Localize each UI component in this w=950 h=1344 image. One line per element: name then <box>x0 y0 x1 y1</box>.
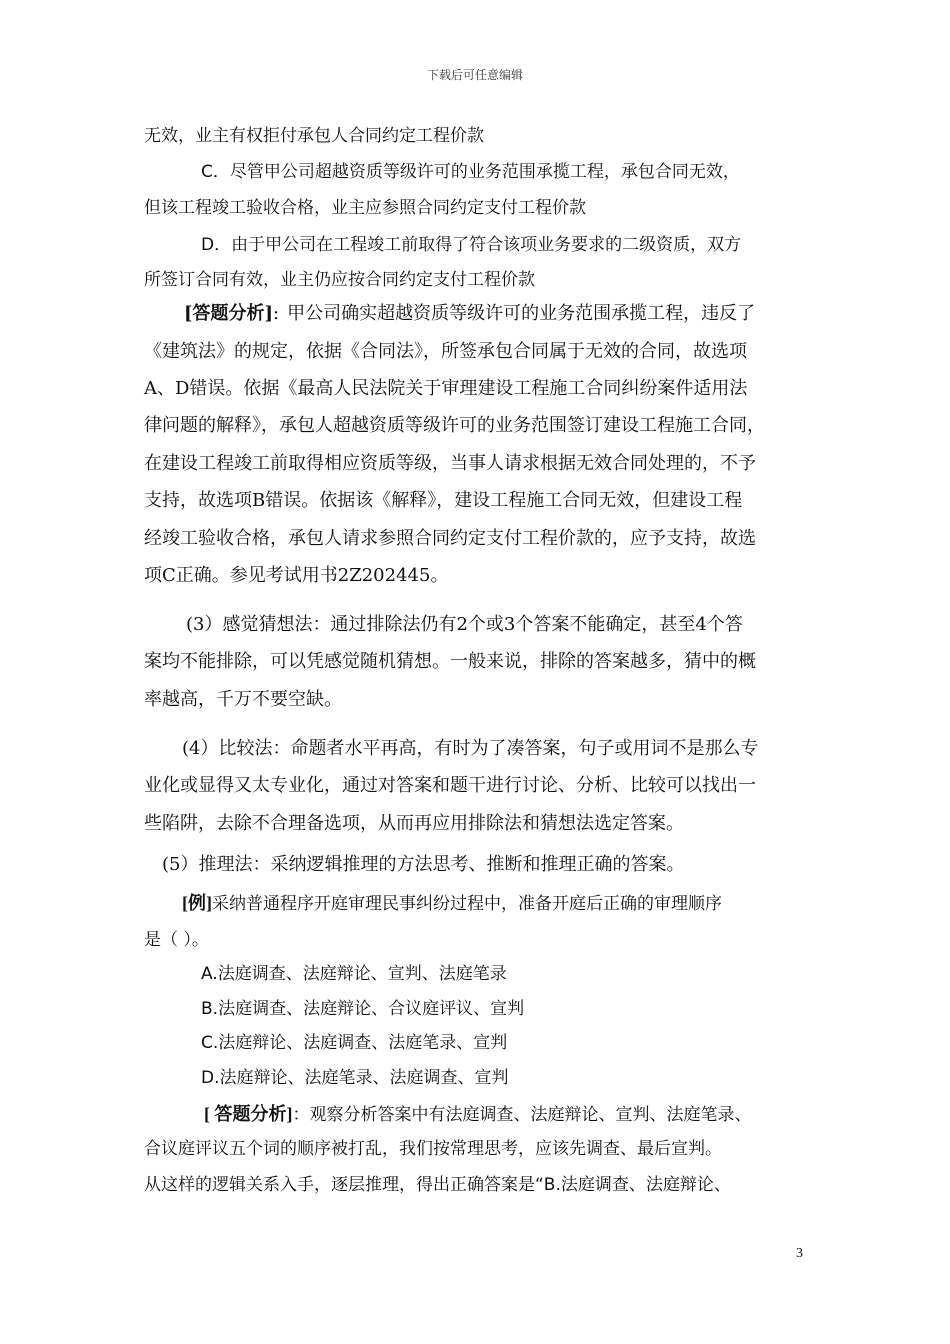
page-number: 3 <box>796 1246 803 1261</box>
text-line: 律问题的解释》，承包人超越资质等级许可的业务范围签订建设工程施工合同， <box>144 415 765 436</box>
page-header: 下载后可任意编辑 <box>426 68 523 82</box>
text-line: 是（ ）。 <box>144 930 209 950</box>
option-d-line: D．由于甲公司在工程竣工前取得了符合该项业务要求的二级资质，双方 <box>201 235 742 255</box>
analysis2-text: ：观察分析答案中有法庭调查、法庭辩论、宣判、法庭笔录、 <box>292 1105 752 1125</box>
text-line: 率越高，千万不要空缺。 <box>144 689 342 710</box>
analysis-label: [答题分析] <box>184 303 274 324</box>
method-3-line: (3）感觉猜想法：通过排除法仍有2个或3个答案不能确定，甚至4个答 <box>186 614 743 635</box>
example-text: 采纳普通程序开庭审理民事纠纷过程中，准备开庭后正确的审理顺序 <box>212 894 722 914</box>
option-d: D.法庭辩论、法庭笔录、法庭调查、宣判 <box>201 1068 509 1088</box>
analysis2-label: [ 答题分析] <box>204 1104 293 1124</box>
analysis2-line <box>204 1102 752 1127</box>
analysis-colon: : <box>273 303 280 324</box>
method-5-line: (5）推理法：采纳逻辑推理的方法思考、推断和推理正确的答案。 <box>162 854 685 875</box>
text-line: 项C正确。参见考试用书2Z202445。 <box>144 565 449 586</box>
text-line: 案均不能排除，可以凭感觉随机猜想。一般来说，排除的答案越多，猜中的概 <box>144 651 756 672</box>
text-line: 在建设工程竣工前取得相应资质等级，当事人请求根据无效合同处理的，不予 <box>144 453 756 474</box>
text-line: 经竣工验收合格，承包人请求参照合同约定支付工程价款的，应予支持，故选 <box>144 528 756 549</box>
option-c-line: C．尽管甲公司超越资质等级许可的业务范围承揽工程，承包合同无效， <box>201 162 740 182</box>
analysis-text: 甲公司确实超越资质等级许可的业务范围承揽工程，违反了 <box>287 303 756 324</box>
option-b: B.法庭调查、法庭辩论、合议庭评议、宣判 <box>201 999 525 1019</box>
text-line: 合议庭评议五个词的顺序被打乱，我们按常理思考，应该先调查、最后宣判。 <box>144 1139 722 1159</box>
text-line: 业化或显得又太专业化，通过对答案和题干进行讨论、分析、比较可以找出一 <box>144 775 756 796</box>
text-line: 但该工程竣工验收合格，业主应参照合同约定支付工程价款 <box>144 198 586 218</box>
example-line <box>182 891 722 916</box>
text-line: 从这样的逻辑关系入手，逐层推理，得出正确答案是“B.法庭调查、法庭辩论、 <box>144 1175 731 1195</box>
example-label: [例] <box>182 893 212 913</box>
text-line: 无效，业主有权拒付承包人合同约定工程价款 <box>144 126 484 146</box>
option-a: A.法庭调查、法庭辩论、宣判、法庭笔录 <box>201 964 507 984</box>
option-c: C.法庭辩论、法庭调查、法庭笔录、宣判 <box>201 1033 508 1053</box>
analysis-line <box>184 302 755 326</box>
text-line: 些陷阱，去除不合理备选项，从而再应用排除法和猜想法选定答案。 <box>144 813 684 834</box>
method-4-line: (4）比较法：命题者水平再高，有时为了凑答案，句子或用词不是那么专 <box>182 738 759 759</box>
text-line: 《建筑法》的规定，依据《合同法》，所签承包合同属于无效的合同，故选项 <box>144 341 747 362</box>
text-line: 支持，故选项B错误。依据该《解释》，建设工程施工合同无效，但建设工程 <box>144 490 743 511</box>
text-line: A、D错误。依据《最高人民法院关于审理建设工程施工合同纠纷案件适用法 <box>144 378 748 399</box>
text-line: 所签订合同有效，业主仍应按合同约定支付工程价款 <box>144 270 535 290</box>
